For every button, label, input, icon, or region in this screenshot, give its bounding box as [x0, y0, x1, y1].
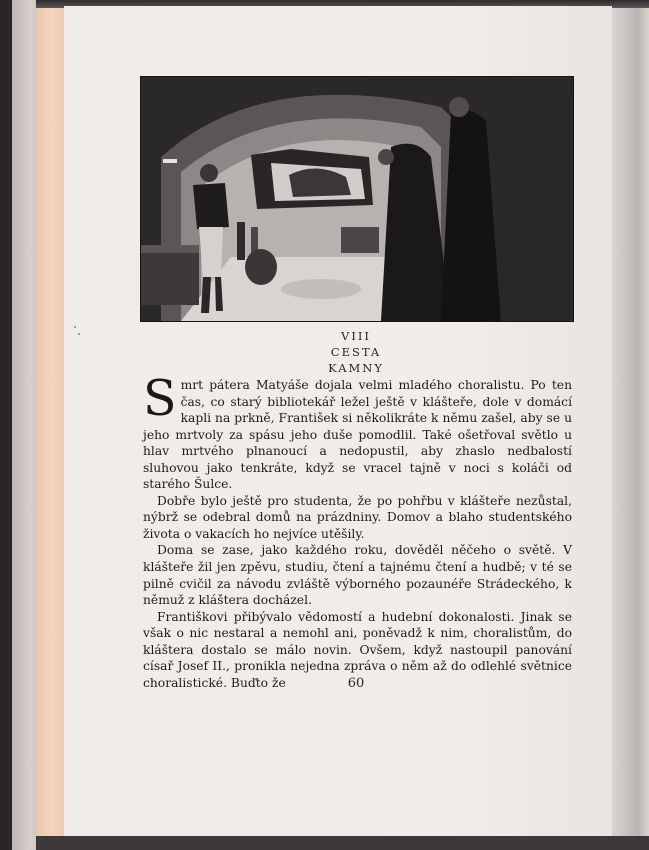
- chapter-number: VIII: [341, 329, 371, 343]
- chapter-title-line-1: CESTA: [330, 345, 382, 359]
- bottom-shadow: [36, 836, 649, 850]
- paragraph-4: Františkovi přibývalo vědomostí a hudební dokonalosti. Jinak se však o nic nestaral a nemohl ani, poněvadž k nim, choralistům, do kláštera dostalo se málo novin. Ovšem, když nastoupil panování císař Josef II., pronikla nejedna zpráva o něm až do odlehlé světnice choralistické. Buďto že: [143, 609, 572, 690]
- chapter-illustration: [140, 76, 574, 322]
- page-number: 60: [347, 676, 365, 691]
- body-text: [143, 370, 572, 691]
- drop-cap: S: [143, 370, 177, 427]
- paper-speck: [78, 333, 80, 335]
- illustration-dark-vault-scene-icon: [141, 77, 573, 321]
- book-right-edge: [612, 8, 649, 850]
- chapter-title-line-2: KAMNY: [328, 361, 384, 375]
- paragraph-1: [143, 370, 572, 493]
- paragraph-text: mrt pátera Matyáše dojala velmi mladého choralistu. Po ten čas, co starý bibliotekář ležel ještě v klášteře, dole v domácí kapli na prkně, František si několikráte k němu zašel, aby se u jeho mrtvoly za spásu jeho duše pomodlil. Také ošetřoval světlo u hlav mrtvého plnanoucí a nedopustil, aby zhaslo nedbalostí sluhovou jako tenkráte, když se vracel tajně v noci s koláči od starého Šulce.: [143, 378, 572, 492]
- paper-speck: [74, 326, 76, 328]
- paragraph-3: Doma se zase, jako každého roku, dověděl něčeho o světě. V klášteře žil jen zpěvu, studiu, čtení a tajnému čtení a hudbě; v té se pilně cvičil za návodu zvláště výborného pozaunéře Strádeckého, k němuž z kláštera docházel.: [143, 543, 572, 608]
- page-tint-strip: [36, 0, 67, 836]
- paragraph-2: Dobře bylo ještě pro studenta, že po pohřbu v klášteře nezůstal, nýbrž se odebral domů na prázdniny. Domov a blaho studentského života o vakacích ho nejvíce utěšily.: [143, 493, 572, 541]
